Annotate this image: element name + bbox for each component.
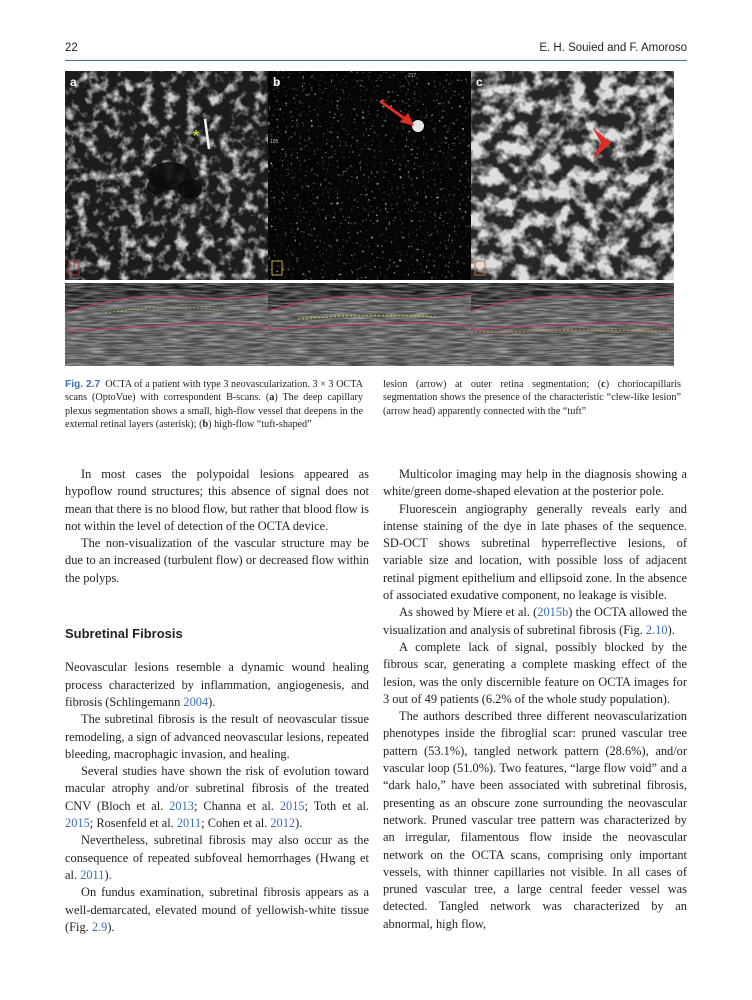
panel-c-side-text: 105 <box>473 139 482 145</box>
citation-link[interactable]: 2013 <box>169 798 194 813</box>
bscan-b <box>268 283 471 366</box>
figure-label: Fig. 2.7 <box>65 379 101 390</box>
octa-panel-b <box>268 71 471 280</box>
paragraph: Several studies have shown the risk of evolution toward macular atrophy and/or subretinal fibrosis of the treated CNV (Bloch et al. 2013; Channa et al. 2015; Toth et al. 2015; Rosenfeld et al. 2011; Cohen et al. 2012). <box>65 764 369 831</box>
citation-link[interactable]: 2015 <box>65 816 90 831</box>
panel-b-side-text: 105 <box>270 139 279 145</box>
paragraph: Fluorescein angiography generally reveals early and intense staining of the dye in late phases of the sequence. SD-OCT shows subretinal hyperreflective lesions, of variable size and location, with possible loss of adjacent retinal pigment epithelium and ellipsoid zone. In the absence of associated exudative component, no leakage is visible. <box>383 501 687 603</box>
running-header <box>65 42 687 58</box>
panel-label-c: c <box>476 75 483 89</box>
right-column <box>383 466 687 933</box>
paragraph: In most cases the polypoidal lesions appeared as hypoflow round structures; this absence of signal does not mean that there is no blood flow, but rather that blood flow is not within the level of detection of the OCTA device. <box>65 467 369 533</box>
running-head-authors: E. H. Souied and F. Amoroso <box>539 42 687 54</box>
caption-bold-c: c <box>601 379 606 390</box>
paragraph: As showed by Miere et al. (2015b) the OCTA allowed the visualization and analysis of subretinal fibrosis (Fig. 2.10). <box>383 605 687 637</box>
panel-label-b: b <box>273 75 281 89</box>
bscan-a <box>65 283 268 366</box>
paragraph: Multicolor imaging may help in the diagnosis showing a white/green dome-shaped elevation at the posterior pole. <box>383 467 687 499</box>
caption-bold-b: b <box>202 419 209 431</box>
caption-text-1a: OCTA of a patient with type 3 neovascularization. 3 × 3 OCTA scans (OptoVue) with correspondent B-scans. ( <box>65 379 363 404</box>
caption-bold-a: a <box>269 392 275 404</box>
figure-link[interactable]: 2.10 <box>645 622 668 637</box>
figure-link[interactable]: 2.9 <box>91 919 108 934</box>
panel-b-top-text: 217 <box>408 73 417 79</box>
paragraph: Nevertheless, subretinal fibrosis may also occur as the consequence of repeated subfoveal hemorrhages (Hwang et al. 2011). <box>65 833 369 882</box>
caption-text-1c: ) high-flow “tuft-shaped” <box>208 419 312 431</box>
citation-link[interactable]: 2011 <box>176 816 202 831</box>
citation-link[interactable]: 2015 <box>279 798 305 813</box>
citation-link[interactable]: 2011 <box>80 867 105 882</box>
caption-column-1 <box>65 378 363 432</box>
octa-panel-a <box>65 71 268 280</box>
paragraph: Neovascular lesions resemble a dynamic wound healing process characterized by inflammation, angiogenesis, and fibrosis (Schlingemann 2004). <box>65 660 369 709</box>
caption-text-2a: lesion (arrow) at outer retina segmentation; ( <box>383 379 602 390</box>
paragraph: The non-visualization of the vascular structure may be due to an increased (turbulent flow) or decreased flow within the polyps. <box>65 536 369 585</box>
paragraph: A complete lack of signal, possibly blocked by the fibrous scar, generating a complete masking effect of the lesion, was the only discernible feature on OCTA images for 3 out of 49 patients (6.2% of the whole study population). <box>383 639 687 706</box>
header-rule <box>65 60 687 61</box>
citation-link[interactable]: 2004 <box>183 694 209 709</box>
caption-text-1b: ) The deep capillary plexus segmentation shows a small, high-flow vessel that deepens in the external retinal layers (asterisk); ( <box>65 392 363 431</box>
figure-2-7 <box>65 71 687 366</box>
svg-text:*: * <box>193 128 200 145</box>
paragraph: The authors described three different neovascularization phenotypes inside the fibroglial scar: pruned vascular tree pattern (53.1%), tangled network pattern (28.6%), and/or vascular loop (51.0%). Two features, “large flow void” and a “dark halo,” have been associated with subretinal fibrosis, presenting as an obscure zone surrounding the neovascular network. Pruned vascular tree pattern was characterized by an irregular, filamentous flow inside the neovascular network on the OCTA scans, comprising only important vessels, with thinner capillaries not visible. In all cases of pruned vascular tree, a large central feeder vessel was detected. Tangled network was characterized by an abnormal, high flow, <box>383 709 687 931</box>
bscan-c <box>471 283 674 366</box>
paragraph: On fundus examination, subretinal fibrosis appears as a well-demarcated, elevated mound of yellowish-white tissue (Fig. 2.9). <box>65 885 369 934</box>
paragraph: The subretinal fibrosis is the result of neovascular tissue remodeling, a sign of advanced neovascular lesions, repeated bleeding, macrophagic invasion, and healing. <box>65 712 369 761</box>
octa-panel-c <box>471 71 674 280</box>
left-column <box>65 466 369 936</box>
section-heading: Subretinal Fibrosis <box>65 626 183 642</box>
panel-label-a: a <box>70 75 77 89</box>
citation-link[interactable]: 2015b <box>537 605 569 620</box>
citation-link[interactable]: 2012 <box>270 816 296 831</box>
caption-text-2b: ) choriocapillaris segmentation shows the presence of the characteristic “clew-like lesion” (arrow head) apparently connected with the “tuft” <box>383 379 681 417</box>
page-number: 22 <box>65 42 78 54</box>
caption-column-2 <box>383 378 681 418</box>
